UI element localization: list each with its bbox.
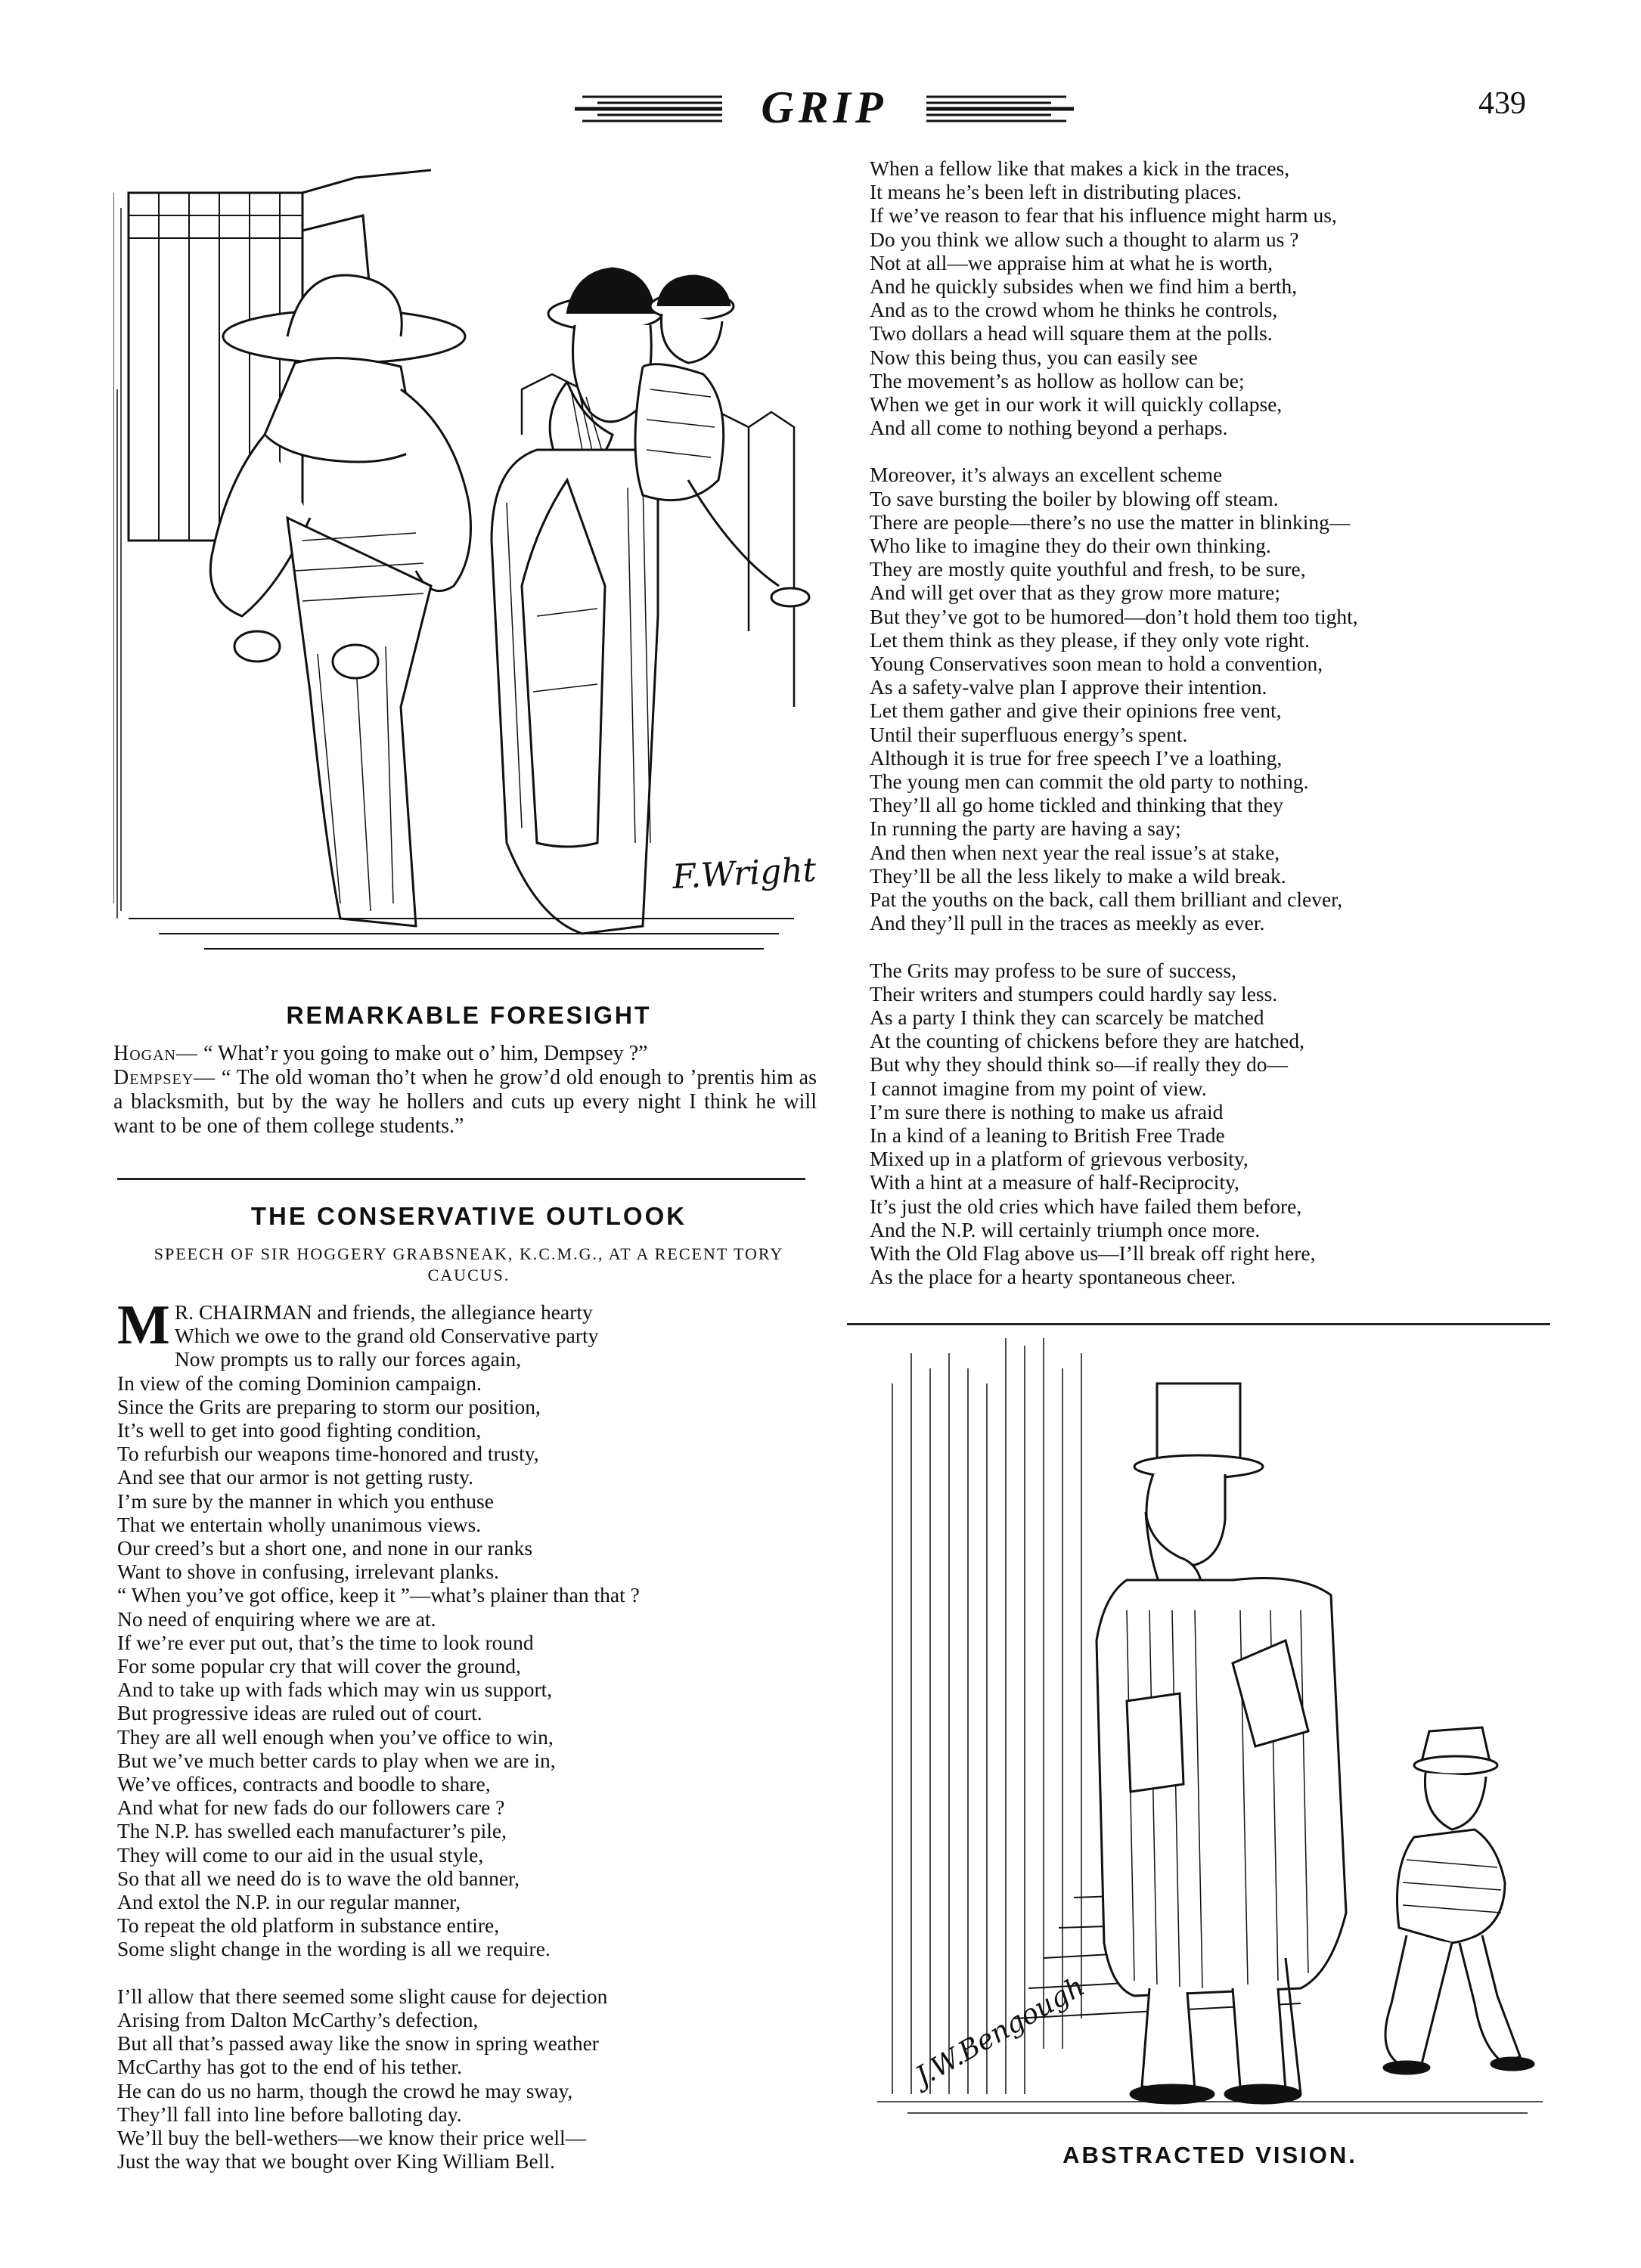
verse-line: The Grits may profess to be sure of success, <box>870 958 1236 982</box>
verse-line: The movement’s as hollow as hollow can be; <box>870 368 1245 392</box>
verse-line: He can do us no harm, though the crowd he may sway, <box>117 2078 573 2102</box>
verse-line: Mixed up in a platform of grievous verbosity, <box>870 1147 1249 1171</box>
left-cartoon-dialogue <box>113 1042 817 1139</box>
verse-line: But they’ve got to be humored—don’t hold them too tight, <box>870 604 1358 628</box>
verse-line: McCarthy has got to the end of his tether. <box>117 2055 462 2079</box>
verse-line: The N.P. has swelled each manufacturer’s pile, <box>117 1819 507 1843</box>
verse-line: In view of the coming Dominion campaign. <box>117 1371 482 1395</box>
verse-line: And he quickly subsides when we find him a berth, <box>870 274 1298 299</box>
verse-line: Just the way that we bought over King William Bell. <box>117 2149 555 2174</box>
verse-line: They are mostly quite youthful and fresh, to be sure, <box>870 557 1306 581</box>
verse-line: They’ll be all the less likely to make a wild break. <box>870 863 1286 888</box>
stanza-5 <box>870 959 1535 1289</box>
dialogue-text-dempsey: “ The old woman tho’t when he grow’d old enough to ’prentis him as a blacksmith, but by the way he hollers and cuts up every night I think he will want to be one of them college students.” <box>113 1066 817 1138</box>
verse-line: With a hint at a measure of half-Reciprocity, <box>870 1170 1239 1194</box>
verse-line: They’ll fall into line before balloting day. <box>117 2102 462 2126</box>
right-cartoon-signature: J.W.Bengough <box>910 1971 1090 2093</box>
verse-line: I’m sure by the manner in which you enthuse <box>117 1489 494 1513</box>
verse-line: Let them think as they please, if they only vote right. <box>870 627 1310 652</box>
left-cartoon-signature: F.Wright <box>671 850 817 897</box>
verse-line: Now prompts us to rally our forces again, <box>174 1347 522 1371</box>
verse-line: I’ll allow that there seemed some slight cause for dejection <box>117 1984 608 2008</box>
speaker-dempsey: Dempsey— <box>113 1066 216 1089</box>
section-divider-right <box>847 1323 1550 1325</box>
verse-line: As a party I think they can scarcely be matched <box>870 1005 1264 1029</box>
verse-line: Our creed’s but a short one, and none in our ranks <box>117 1536 533 1560</box>
verse-line: “ When you’ve got office, keep it ”—what’s plainer than that ? <box>117 1583 640 1607</box>
verse-line: At the counting of chickens before they are hatched, <box>870 1029 1304 1053</box>
verse-line: To repeat the old platform in substance entire, <box>117 1913 500 1938</box>
verse-line: Pat the youths on the back, call them brilliant and clever, <box>870 888 1343 912</box>
verse-line: They will come to our aid in the usual style, <box>117 1842 484 1867</box>
drop-cap: M <box>117 1294 170 1356</box>
verse-line: Who like to imagine they do their own thinking. <box>870 534 1271 558</box>
masthead-title: GRIP <box>761 82 888 132</box>
left-verse-column <box>117 1294 820 2196</box>
verse-line: I cannot imagine from my point of view. <box>870 1076 1207 1100</box>
verse-line: Want to shove in confusing, irrelevant planks. <box>117 1560 499 1584</box>
verse-line: Two dollars a head will square them at the polls. <box>870 321 1273 345</box>
verse-line: With the Old Flag above us—I’ll break off right here, <box>870 1241 1316 1265</box>
masthead-right-rule <box>923 76 1074 136</box>
verse-line: They’ll all go home tickled and thinking that they <box>870 793 1283 817</box>
verse-line: When we get in our work it will quickly collapse, <box>870 392 1283 417</box>
page-number: 439 <box>1478 86 1526 121</box>
verse-line: So that all we need do is to wave the old banner, <box>117 1866 520 1890</box>
verse-line: It means he’s been left in distributing places. <box>870 180 1242 204</box>
verse-line: Some slight change in the wording is all we require. <box>117 1937 551 1961</box>
verse-line: Until their superfluous energy’s spent. <box>870 722 1188 746</box>
verse-line: In running the party are having a say; <box>870 816 1181 841</box>
verse-line: As a safety-valve plan I approve their intention. <box>870 675 1267 699</box>
verse-line: R. CHAIRMAN and friends, the allegiance hearty <box>174 1300 593 1324</box>
article-title: THE CONSERVATIVE OUTLOOK <box>250 1202 687 1230</box>
cartoon-abstracted-vision <box>877 1338 1543 2132</box>
verse-line: And as to the crowd whom he thinks he controls, <box>870 298 1278 322</box>
dialogue-line-dempsey <box>113 1066 817 1139</box>
verse-line: To refurbish our weapons time-honored and trusty, <box>117 1442 539 1466</box>
verse-line: There are people—there’s no use the matter in blinking— <box>870 510 1351 534</box>
verse-line: But progressive ideas are ruled out of court. <box>117 1701 482 1725</box>
verse-line: And then when next year the real issue’s at stake, <box>870 840 1280 864</box>
dialogue-text-hogan: “ What’r you going to make out o’ him, Dempsey ?” <box>203 1042 648 1065</box>
verse-line: The young men can commit the old party to nothing. <box>870 770 1309 794</box>
verse-line: Since the Grits are preparing to storm our position, <box>117 1394 541 1418</box>
speaker-hogan: Hogan— <box>113 1042 198 1065</box>
verse-line: And what for new fads do our followers care ? <box>117 1796 505 1820</box>
verse-line: Their writers and stumpers could hardly say less. <box>870 981 1278 1005</box>
article-subtitle: SPEECH OF SIR HOGGERY GRABSNEAK, K.C.M.G., AT A RECENT TORY CAUCUS. <box>154 1244 784 1284</box>
verse-line: And to take up with fads which may win us support, <box>117 1678 553 1702</box>
section-divider-left <box>117 1178 805 1180</box>
verse-line: We’ll buy the bell-wethers—we know their price well— <box>117 2125 587 2149</box>
verse-line: Arising from Dalton McCarthy’s defection, <box>117 2007 479 2031</box>
verse-line: For some popular cry that will cover the ground, <box>117 1654 521 1678</box>
masthead <box>575 76 1074 136</box>
verse-line: And will get over that as they grow more mature; <box>870 581 1280 605</box>
verse-line: But we’ve much better cards to play when we are in, <box>117 1748 556 1772</box>
verse-line: They are all well enough when you’ve office to win, <box>117 1724 554 1749</box>
stanza-3 <box>870 156 1535 439</box>
verse-line: Which we owe to the grand old Conservative party <box>174 1324 599 1348</box>
verse-line: In a kind of a leaning to British Free Trade <box>870 1123 1225 1147</box>
verse-line: But why they should think so—if really they do— <box>870 1052 1289 1077</box>
stanza-2 <box>117 1984 820 2174</box>
verse-line: No need of enquiring where we are at. <box>117 1606 436 1631</box>
verse-line: And they’ll pull in the traces as meekly as ever. <box>870 911 1265 935</box>
verse-line: It’s just the old cries which have failed them before, <box>870 1194 1302 1218</box>
verse-line: And the N.P. will certainly triumph once more. <box>870 1217 1261 1241</box>
verse-line: Let them gather and give their opinions free vent, <box>870 699 1282 723</box>
verse-line: As the place for a hearty spontaneous cheer. <box>870 1265 1236 1289</box>
verse-line: When a fellow like that makes a kick in the traces, <box>870 156 1290 180</box>
verse-line: But all that’s passed away like the snow in spring weather <box>117 2031 599 2056</box>
stanza-4 <box>870 463 1535 934</box>
verse-line: We’ve offices, contracts and boodle to share, <box>117 1772 491 1796</box>
cartoon-remarkable-foresight <box>113 163 824 987</box>
verse-line: Not at all—we appraise him at what he is worth, <box>870 250 1273 274</box>
verse-line: And all come to nothing beyond a perhaps. <box>870 416 1228 440</box>
verse-line: I’m sure there is nothing to make us afraid <box>870 1099 1224 1123</box>
verse-line: To save bursting the boiler by blowing off steam. <box>870 486 1279 510</box>
verse-line: Moreover, it’s always an excellent scheme <box>870 463 1223 487</box>
verse-line: Although it is true for free speech I’ve a loathing, <box>870 745 1283 770</box>
verse-line: If we’re ever put out, that’s the time to look round <box>117 1630 534 1654</box>
verse-line: Now this being thus, you can easily see <box>870 345 1198 369</box>
verse-line: If we’ve reason to fear that his influence might harm us, <box>870 203 1337 228</box>
right-verse-column <box>870 156 1535 1312</box>
verse-line: Young Conservatives soon mean to hold a convention, <box>870 652 1323 676</box>
left-cartoon-caption: REMARKABLE FORESIGHT <box>286 1002 652 1029</box>
verse-line: And see that our armor is not getting rusty. <box>117 1465 473 1489</box>
stanza-1 <box>117 1294 820 1961</box>
right-cartoon-caption: ABSTRACTED VISION. <box>1062 2142 1357 2168</box>
masthead-left-rule <box>575 76 726 136</box>
verse-line: Do you think we allow such a thought to alarm us ? <box>870 227 1299 251</box>
verse-line: And extol the N.P. in our regular manner, <box>117 1890 461 1914</box>
verse-line: That we entertain wholly unanimous views. <box>117 1512 482 1536</box>
dialogue-line-hogan <box>113 1042 817 1066</box>
verse-line: It’s well to get into good fighting condition, <box>117 1418 482 1442</box>
